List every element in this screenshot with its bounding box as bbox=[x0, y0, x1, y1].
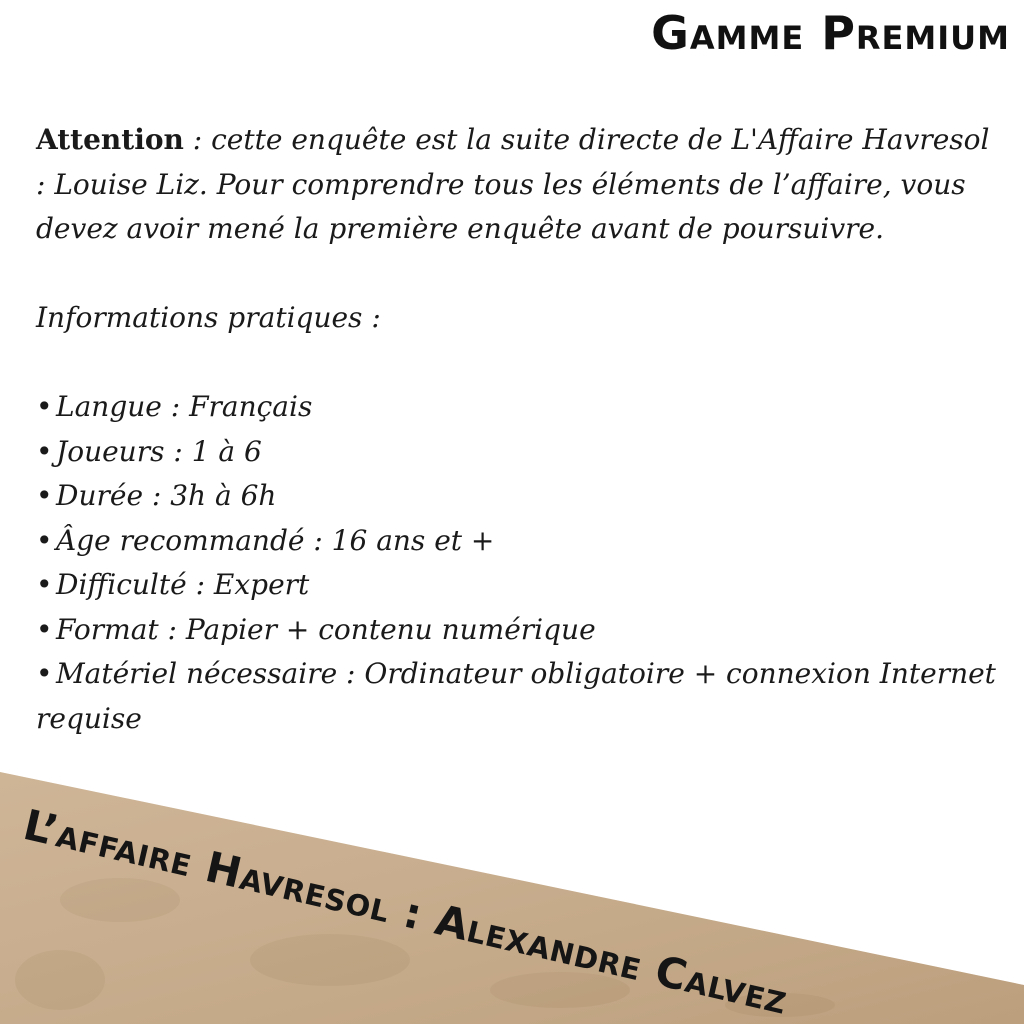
info-item-text: Matériel nécessaire : Ordinateur obligatoire + connexion Internet requise bbox=[36, 657, 996, 735]
info-item-text: Âge recommandé : 16 ans et + bbox=[56, 523, 495, 557]
info-item-text: Durée : 3h à 6h bbox=[56, 479, 277, 512]
info-item-text: Difficulté : Expert bbox=[56, 568, 310, 601]
bullet-icon: • bbox=[36, 434, 53, 468]
range-label: Gamme Premium bbox=[651, 6, 1010, 60]
info-item-text: Format : Papier + contenu numérique bbox=[56, 612, 596, 646]
bullet-icon: • bbox=[36, 523, 53, 557]
bullet-icon: • bbox=[36, 657, 53, 690]
info-heading: Informations pratiques : bbox=[36, 301, 381, 334]
intro-text: : cette enquête est la suite directe de L'Affaire Havresol : Louise Liz. Pour comprendre tous les éléments de l’affaire, vous devez avoir mené la première enquête avant de poursuivre. bbox=[36, 123, 990, 245]
bullet-icon: • bbox=[36, 479, 53, 512]
bullet-icon: • bbox=[36, 568, 53, 601]
product-title: L’affaire Havresol : Alexandre Calvez bbox=[18, 800, 793, 1024]
info-item-text: Langue : Français bbox=[56, 390, 313, 423]
info-item-text: Joueurs : 1 à 6 bbox=[56, 434, 262, 468]
bullet-icon: • bbox=[36, 612, 53, 646]
attention-label: Attention bbox=[36, 123, 184, 156]
bullet-icon: • bbox=[36, 390, 53, 423]
